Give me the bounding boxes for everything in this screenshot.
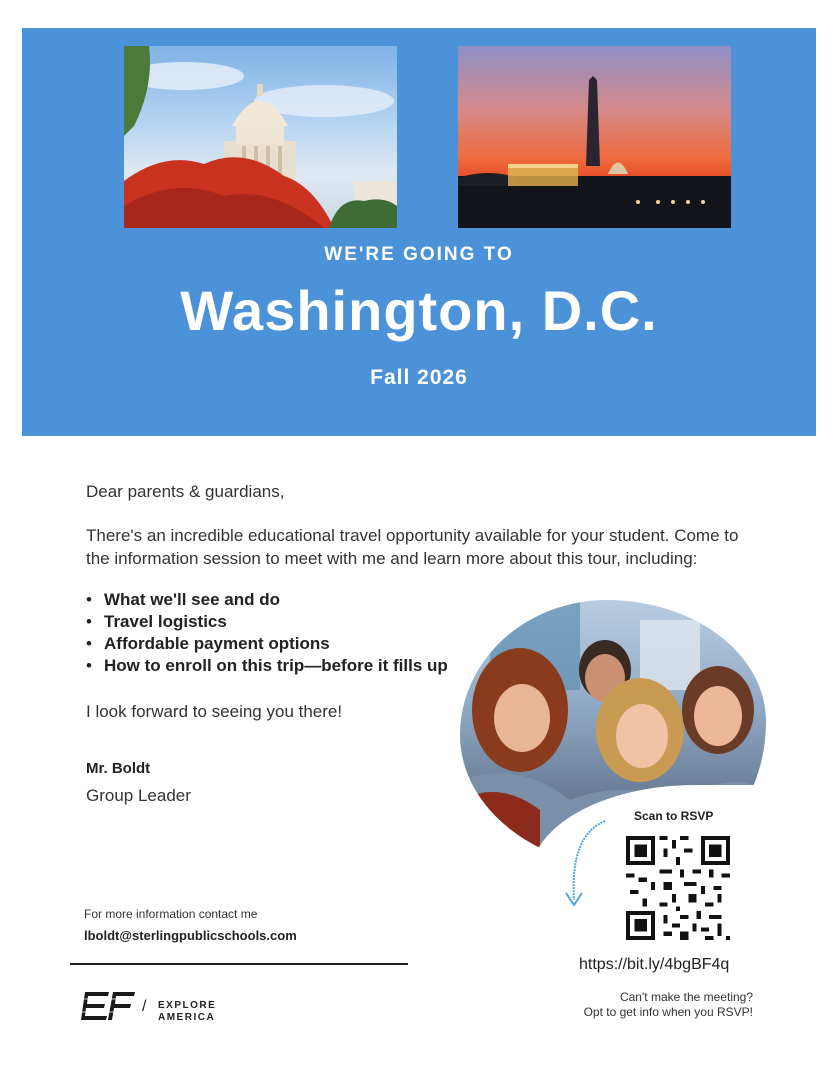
list-item: • How to enroll on this trip—before it fills up: [86, 655, 448, 677]
closing-line: I look forward to seeing you there!: [86, 702, 343, 721]
rsvp-url[interactable]: https://bit.ly/4bgBF4q: [579, 956, 730, 973]
contact-label: For more information contact me: [84, 907, 258, 921]
logo-separator: /: [142, 998, 147, 1015]
signature-role: Group Leader: [86, 786, 191, 805]
capitol-photo: [124, 46, 397, 228]
brand-wordmark: [158, 1000, 216, 1024]
contact-email[interactable]: lboldt@sterlingpublicschools.com: [84, 928, 297, 943]
salutation: Dear parents & guardians,: [86, 482, 285, 501]
banner-title: Washington, D.C.: [180, 279, 658, 342]
list-item: • Affordable payment options: [86, 633, 448, 655]
brand-line-1: EXPLORE: [158, 1000, 217, 1011]
scan-label: Scan to RSVP: [634, 809, 714, 823]
qr-code[interactable]: [626, 836, 730, 940]
banner-subtitle: Fall 2026: [370, 366, 468, 389]
monument-photo: [458, 46, 731, 228]
cant-make-note: [584, 990, 753, 1020]
hero-banner: [22, 28, 816, 436]
list-item: • Travel logistics: [86, 611, 448, 633]
intro-paragraph: There's an incredible educational travel opportunity available for your student. Come to the information session to meet with me and learn more about this tour, including:: [86, 526, 739, 568]
banner-kicker: WE'RE GOING TO: [324, 244, 514, 265]
divider: [70, 963, 408, 965]
cant-line-1: Can't make the meeting?: [619, 990, 753, 1004]
cant-line-2: Opt to get info when you RSVP!: [583, 1005, 753, 1019]
list-item: • What we'll see and do: [86, 589, 448, 611]
topics-list: [86, 589, 448, 677]
signature-name: Mr. Boldt: [86, 760, 151, 777]
ef-logo-icon: [79, 990, 137, 1024]
brand-line-2: AMERICA: [158, 1012, 216, 1023]
curved-arrow-icon: [560, 815, 620, 915]
